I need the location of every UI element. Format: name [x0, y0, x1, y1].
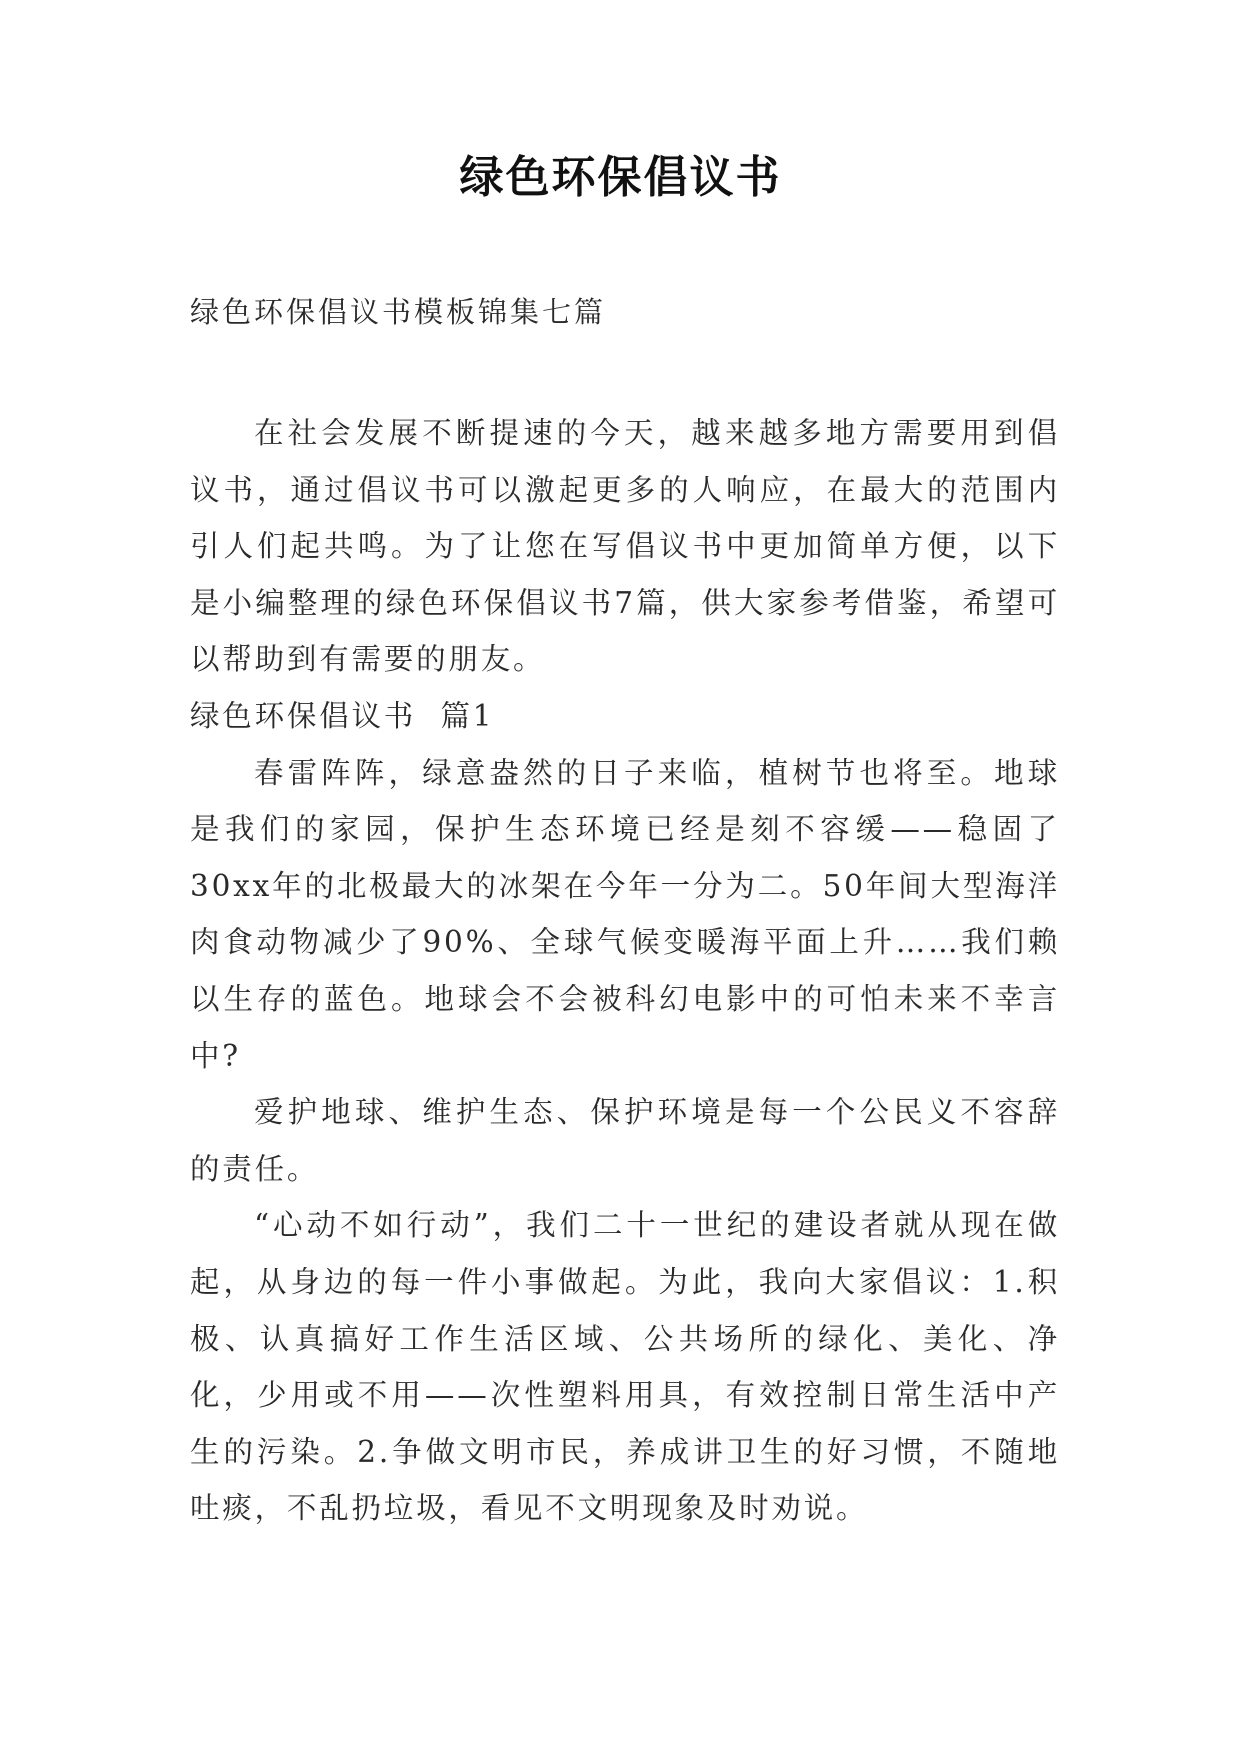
document-subtitle: 绿色环保倡议书模板锦集七篇 [190, 295, 607, 329]
body-paragraph: 春雷阵阵，绿意盎然的日子来临，植树节也将至。地球是我们的家园，保护生态环境已经是刻不容缓——稳固了30xx年的北极最大的冰架在今年一分为二。50年间大型海洋肉食动物减少了90%、全球气候变暖海平面上升……我们赖以生存的蓝色。地球会不会被科幻电影中的可怕未来不幸言中? [190, 755, 1060, 1073]
document-title: 绿色环保倡议书 [459, 152, 782, 203]
document-body [190, 405, 1060, 1537]
body-paragraph: 爱护地球、维护生态、保护环境是每一个公民义不容辞的责任。 [190, 1095, 1060, 1186]
section-heading: 绿色环保倡议书 篇1 [190, 698, 495, 733]
intro-paragraph: 在社会发展不断提速的今天，越来越多地方需要用到倡议书，通过倡议书可以激起更多的人响应，在最大的范围内引人们起共鸣。为了让您在写倡议书中更加简单方便，以下是小编整理的绿色环保倡议书7篇，供大家参考借鉴，希望可以帮助到有需要的朋友。 [190, 416, 1060, 677]
body-paragraph: “心动不如行动”，我们二十一世纪的建设者就从现在做起，从身边的每一件小事做起。为此，我向大家倡议：1.积极、认真搞好工作生活区域、公共场所的绿化、美化、净化，少用或不用——次性塑料用具，有效控制日常生活中产生的污染。2.争做文明市民，养成讲卫生的好习惯，不随地吐痰，不乱扔垃圾，看见不文明现象及时劝说。 [190, 1208, 1060, 1526]
